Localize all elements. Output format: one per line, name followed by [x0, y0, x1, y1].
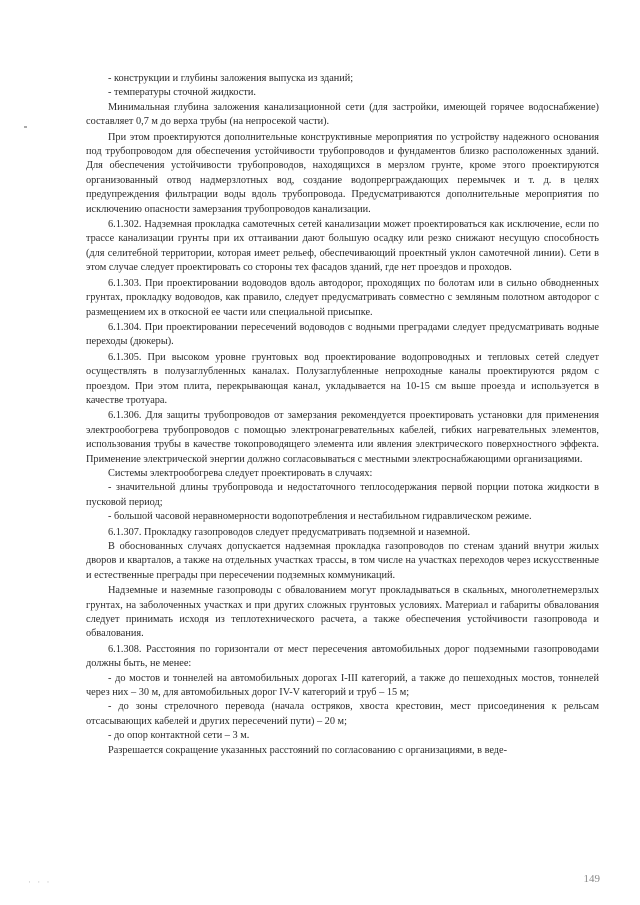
- paragraph: - до мостов и тоннелей на автомобильных дорогах I-III категорий, а также до пешеходных мостов, тоннелей через них – 30 м, для автомобильных дорог IV-V категорий и труб – 15 м;: [86, 672, 599, 699]
- paragraph: 6.1.306. Для защиты трубопроводов от замерзания рекомендуется проектировать установки для применения электрообогрева трубопроводов с помощью электронагревательных кабелей, гибких нагревательных элементов, использования трубы в качестве токопроводящего элемента или явления электрического поверхностного эффекта. Применение электрической энергии должно согласовываться с местными электроснабжающими организациями.: [86, 410, 599, 465]
- paragraph: - большой часовой неравномерности водопотребления и нестабильном гидравлическом режиме.: [108, 511, 532, 523]
- document-page: [86, 72, 599, 758]
- scan-mark: [24, 126, 27, 128]
- paragraph: 6.1.308. Расстояния по горизонтали от мест пересечения автомобильных дорог подземными газопроводами должны быть, не менее:: [86, 643, 599, 670]
- paragraph: - значительной длины трубопровода и недостаточного теплосодержания первой порции потока жидкости в пусковой период;: [86, 482, 599, 508]
- paragraph: Системы электрообогрева следует проектировать в случаях:: [108, 467, 373, 479]
- paragraph: 6.1.302. Надземная прокладка самотечных сетей канализации может проектироваться как исключение, если по трассе канализации грунты при их оттаивании дают большую осадку или резко снижают несущую способность (для селитебной территории, которая имеет рельеф, обеспечивающий проектный уклон самотечной линии). Сети в этом случае следует проектировать со стороны тех фасадов зданий, где нет проездов и проходов.: [86, 219, 599, 274]
- paragraph: 6.1.303. При проектировании водоводов вдоль автодорог, проходящих по болотам или в сильно обводненных грунтах, прокладку водоводов, как правило, следует предусматривать совместно с земляным полотном автодорог с размещением их в откосной ее части или специальной присыпке.: [86, 277, 599, 318]
- paragraph: Минимальная глубина заложения канализационной сети (для застройки, имеющей горячее водоснабжение) составляет 0,7 м до верха трубы (на непросекой части).: [86, 101, 599, 128]
- paragraph: - до опор контактной сети – 3 м.: [108, 730, 250, 742]
- scan-artifact: · · ·: [28, 877, 52, 887]
- paragraph: - до зоны стрелочного перевода (начала остряков, хвоста крестовин, мест присоединения к рельсам отсасывающих кабелей и других пересечений пути) – 20 м;: [86, 701, 599, 727]
- paragraph: - температуры сточной жидкости.: [108, 87, 256, 99]
- paragraph: Разрешается сокращение указанных расстояний по согласованию с организациями, в веде-: [108, 744, 508, 756]
- paragraph: Надземные и наземные газопроводы с обвалованием могут прокладываться в скальных, многолетнемерзлых грунтах, на заболоченных участках и при других сложных грунтовых условиях. Материал и габариты обвалования следует принимать исходя из теплотехнического расчета, а также обеспечения устойчивости газопровода и обвалования.: [86, 585, 599, 640]
- paragraph: В обоснованных случаях допускается надземная прокладка газопроводов по стенам зданий внутри жилых дворов и кварталов, а также на отдельных участках трассы, в том числе на участках переходов через искусственные и естественные преграды при пересечении подземных коммуникаций.: [86, 541, 599, 581]
- page-number: 149: [583, 873, 600, 885]
- paragraph: 6.1.305. При высоком уровне грунтовых вод проектирование водопроводных и тепловых сетей следует осуществлять в полузаглубленных каналах. Полузаглубленные непроходные каналы проектируются рядом с проездом. При этом плита, перекрывающая канал, укладывается на 10-15 см выше проезда и используется в качестве тротуара.: [86, 351, 599, 406]
- paragraph: При этом проектируются дополнительные конструктивные мероприятия по устройству надежного основания под трубопроводом для обеспечения устойчивости трубопроводов и фундаментов близко расположенных зданий. Для обеспечения устойчивости трубопроводов, находящихся в мерзлом грунте, кроме этого проектируются организованный отвод надмерзлотных вод, создание водопрерграждающих перемычек и т. д. в целях предупреждения фильтрации воды вдоль трубопровода. Предусматриваются дополнительные мероприятия по исключению опасности замерзания трубопроводов канализации.: [86, 131, 599, 215]
- paragraph: - конструкции и глубины заложения выпуска из зданий;: [108, 73, 354, 84]
- paragraph: 6.1.304. При проектировании пересечений водоводов с водными преградами следует предусматривать водные переходы (дюкеры).: [86, 321, 599, 348]
- paragraph: 6.1.307. Прокладку газопроводов следует предусматривать подземной и наземной.: [108, 526, 471, 538]
